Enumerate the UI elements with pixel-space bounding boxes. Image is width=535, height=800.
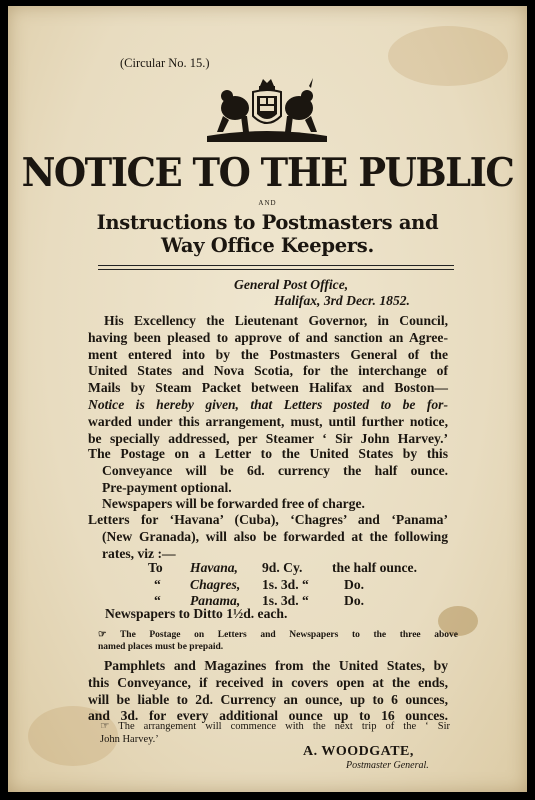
- text-line: ment entered into by the Postmasters General of the: [88, 346, 448, 362]
- circular-number: (Circular No. 15.): [120, 56, 210, 70]
- rate-amount: 1s. 3d. “: [262, 576, 309, 592]
- subtitle-line: Way Office Keepers.: [161, 234, 374, 257]
- dateline-date: Halifax, 3rd Decr. 1852.: [274, 293, 410, 308]
- text-line: His Excellency the Lieutenant Governor, in Council,: [104, 313, 448, 328]
- text-line: be specially addressed, per Steamer ‘ Sir John Harvey.’: [88, 430, 448, 446]
- subtitle-line: Instructions to Postmasters and: [96, 211, 439, 234]
- rate-place: Chagres,: [190, 576, 241, 592]
- text-line: Conveyance will be 6d. currency the half ounce.: [102, 462, 448, 478]
- rate-prefix: “: [154, 576, 161, 592]
- rate-unit: Do.: [344, 593, 365, 608]
- rate-place: Havana,: [190, 560, 238, 575]
- rates-table: [148, 560, 417, 610]
- text-line: Pre-payment optional.: [102, 479, 232, 495]
- text-line: John Harvey.’: [100, 734, 159, 745]
- text-line: having been pleased to approve of and sanction an Agree-: [88, 329, 448, 345]
- rate-place: Panama,: [190, 593, 241, 608]
- royal-coat-of-arms-icon: [203, 76, 331, 144]
- text-line: this Conveyance, if received in covers open at the ends,: [88, 674, 448, 690]
- rate-prefix: To: [148, 560, 163, 575]
- and-connector: AND: [258, 199, 277, 207]
- paragraph-agreement: [88, 313, 448, 447]
- notice-subtitle: [8, 211, 527, 257]
- notice-title: NOTICE TO THE PUBLIC: [21, 148, 514, 196]
- dateline-office: General Post Office,: [234, 277, 349, 292]
- divider: [98, 265, 454, 266]
- paper-stain: [388, 26, 508, 86]
- text-line: rates, viz :—: [102, 545, 176, 561]
- text-line: ☞ The arrangement will commence with the next trip of the ‘ Sir: [100, 721, 450, 732]
- text-line: (New Granada), will also be forwarded at the following: [102, 528, 448, 544]
- text-line: warded under this arrangement, must, until further notice,: [88, 413, 448, 429]
- closing-note: [100, 720, 450, 746]
- prepaid-note: [98, 629, 458, 653]
- text-line: Notice is hereby given, that Letters posted to be for-: [88, 396, 448, 412]
- rate-row: [148, 576, 365, 594]
- rate-prefix: “: [154, 593, 161, 608]
- paragraph-foreign-letters: [88, 512, 448, 562]
- rate-amount: 9d. Cy.: [262, 560, 303, 575]
- signature-name: A. WOODGATE,: [303, 744, 414, 759]
- newspapers-line: Newspapers to Ditto 1½d. each.: [105, 606, 288, 621]
- text-line: ☞ The Postage on Letters and Newspapers to the three above: [98, 630, 458, 640]
- text-line: Newspapers will be forwarded free of charge.: [102, 496, 365, 512]
- text-line: Mails by Steam Packet between Halifax and Boston—: [88, 380, 448, 396]
- text-line: United States and Nova Scotia, for the interchange of: [88, 363, 448, 379]
- signature-title: Postmaster General.: [346, 760, 429, 771]
- text-line: The Postage on a Letter to the United States by this: [88, 446, 448, 461]
- notice-sheet: [8, 6, 527, 792]
- rate-amount: 1s. 3d. “: [262, 593, 309, 608]
- text-line: Letters for ‘Havana’ (Cuba), ‘Chagres’ and ‘Panama’: [88, 512, 448, 527]
- text-line: Pamphlets and Magazines from the United States, by: [104, 658, 448, 673]
- text-line: named places must be prepaid.: [98, 642, 224, 652]
- rate-unit: Do.: [344, 576, 365, 592]
- rate-row: To Havana, 9d. Cy. the half ounce.: [148, 560, 417, 575]
- text-line: will be liable to 2d. Currency an ounce, up to 6 ounces,: [88, 691, 448, 707]
- divider: [98, 269, 454, 270]
- paragraph-postage: [88, 446, 448, 513]
- paragraph-pamphlets: [88, 658, 448, 725]
- text-line: and 3d. for every additional ounce up to 16 ounces.: [88, 708, 448, 724]
